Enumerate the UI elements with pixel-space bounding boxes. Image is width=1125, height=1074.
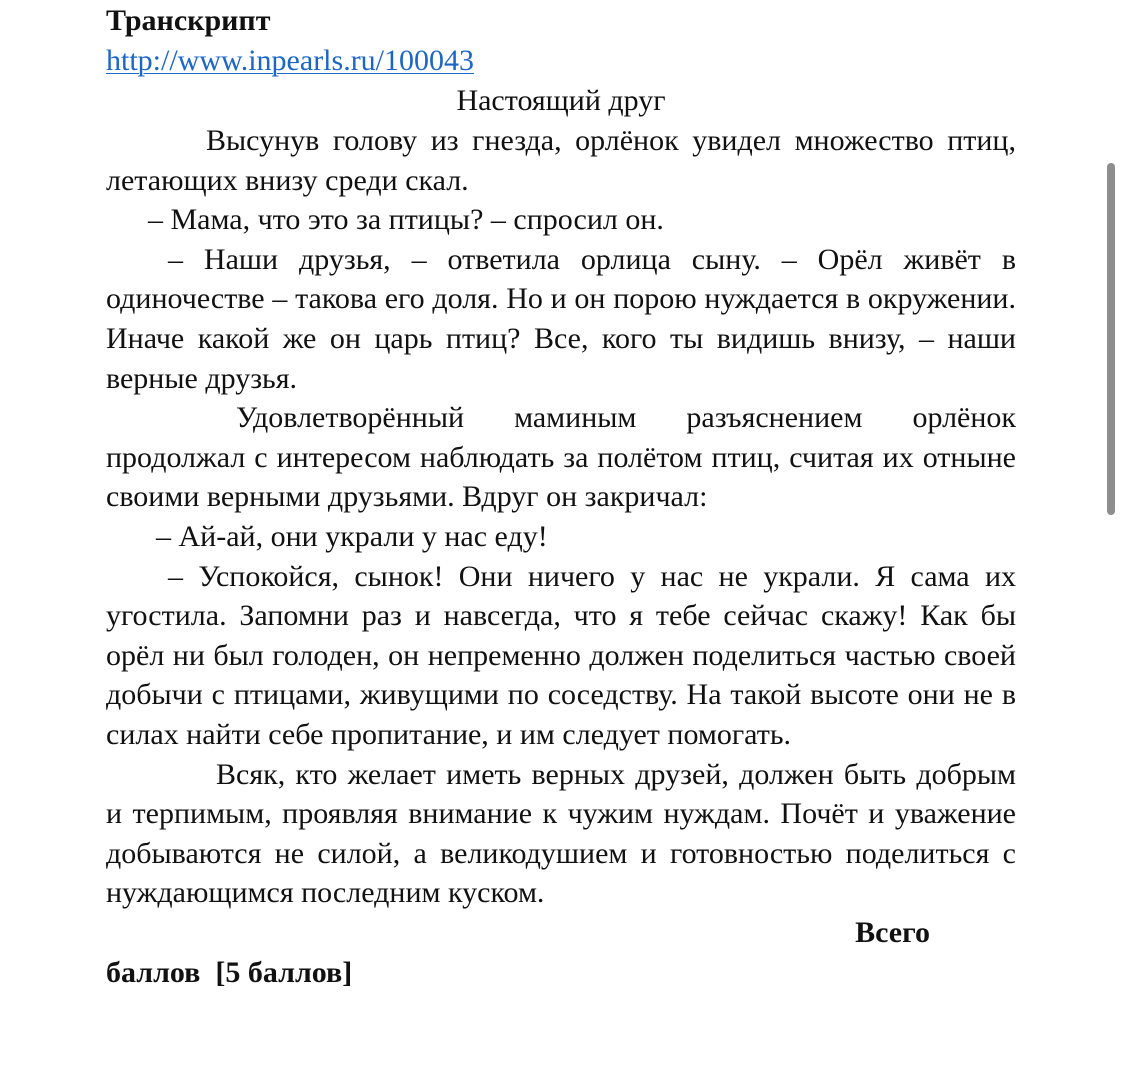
story-paragraph-2: – Мама, что это за птицы? – спросил он. [148,203,664,237]
vertical-scrollbar[interactable] [1107,163,1115,515]
total-label-left [106,953,1016,993]
source-link[interactable]: http://www.inpearls.ru/100043 [106,44,475,77]
story-paragraph-7: Всяк, кто желает иметь верных друзей, должен быть добрым и терпимым, проявляя внимание к чужим нуждам. Почёт и уважение добываются не силой, а великодушием и готовностью поделиться с нуждающимся последним куском. [106,757,1016,910]
total-label-right: Всего [855,915,930,949]
story-paragraph-1: Высунув голову из гнезда, орлёнок увидел множество птиц, летающих внизу среди скал. [106,124,1016,197]
total-score-text: баллов [5 баллов] [106,955,353,989]
document-page [106,0,1016,993]
story-paragraph-6: – Успокойся, сынок! Они ничего у нас не украли. Я сама их угостила. Запомни раз и навсегда, что я тебе сейчас скажу! Как бы орёл ни был голоден, он непременно должен поделиться частью своей добычи с птицами, живущими по соседству. На такой высоте они не в силах найти себе пропитание, и им следует помогать. [106,559,1016,751]
document-title: Транскрипт [106,4,271,37]
story-heading: Настоящий друг [456,84,666,117]
story-paragraph-5: – Ай-ай, они украли у нас еду! [156,519,548,553]
story-paragraph-4: Удовлетворённый маминым разъяснением орлёнок продолжал с интересом наблюдать за полётом птиц, считая их отныне своими верными друзьями. Вдруг он закричал: [106,401,1016,514]
story-paragraph-3: – Наши друзья, – ответила орлица сыну. – Орёл живёт в одиночестве – такова его доля. Но и он порою нуждается в окружении. Иначе какой же он царь птиц? Все, кого ты видишь внизу, – наши верные друзья. [106,242,1016,395]
